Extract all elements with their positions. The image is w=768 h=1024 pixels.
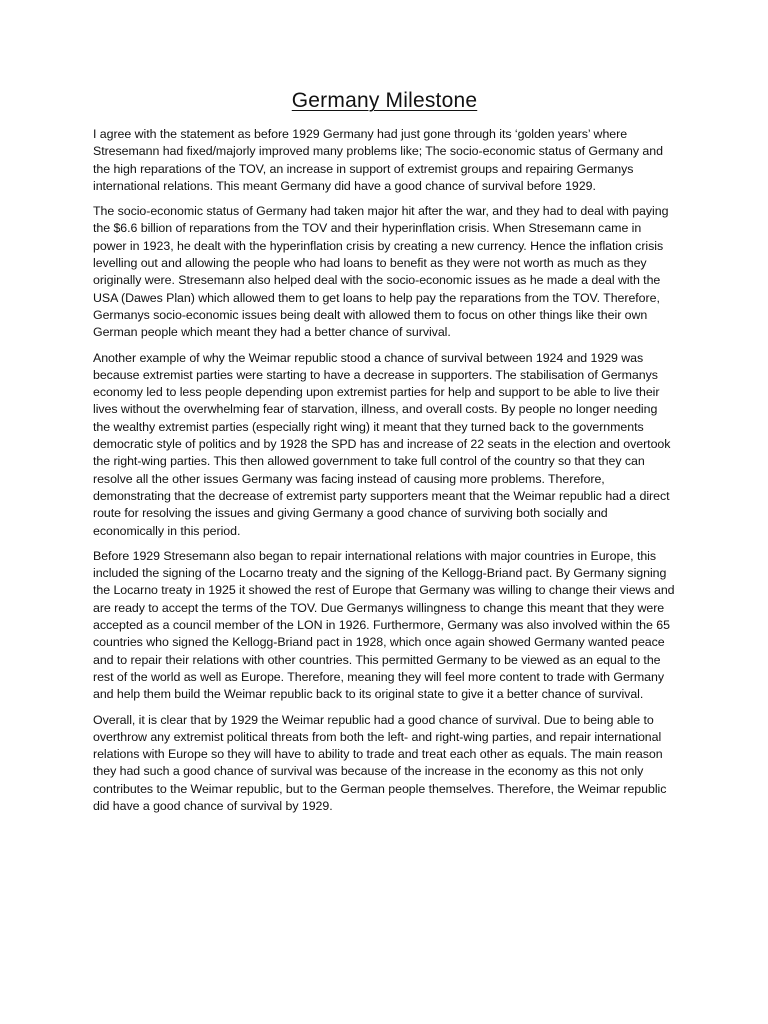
paragraph-socio-economic: The socio-economic status of Germany had taken major hit after the war, and they had to deal with paying the $6.6 billion of reparations from the TOV and their hyperinflation crisis. When Stresemann came in power in 1923, he dealt with the hyperinflation crisis by creating a new currency. Hence the inflation crisis levelling out and allowing the people who had loans to benefit as they were not worth as much as they originally were. Stresemann also helped deal with the socio-economic issues as he made a deal with the USA (Dawes Plan) which allowed them to get loans to help pay the reparations from the TOV. Therefore, Germanys socio-economic issues being dealt with allowed them to focus on other things like their own German people which meant they had a better chance of survival.	[93, 204, 669, 340]
paragraph-international-relations: Before 1929 Stresemann also began to repair international relations with major countries in Europe, this included the signing of the Locarno treaty and the signing of the Kellogg-Briand pact. By Germany signing the Locarno treaty in 1925 it showed the rest of Europe that Germany was willing to change their views and are ready to accept the terms of the TOV. Due Germanys willingness to change this meant that they were accepted as a council member of the LON in 1926. Furthermore, Germany was also involved within the 65 countries who signed the Kellogg-Briand pact in 1928, which once again showed Germany wanted peace and to repair their relations with other countries. This permitted Germany to be viewed as an equal to the rest of the world as well as Europe. Therefore, meaning they will feel more content to trade with Germany and help them build the Weimar republic back to its original state to give it a better chance of survival.	[93, 548, 675, 702]
paragraph-extremist-parties: Another example of why the Weimar republic stood a chance of survival between 1924 and 1929 was because extremist parties were starting to have a decrease in supporters. The stabilisation of Germanys economy led to less people depending upon extremist parties for help and support to be able to live their lives without the overwhelming fear of starvation, illness, and overall costs. By people no longer needing the wealthy extremist parties (especially right wing) it meant that they turned back to the governments democratic style of politics and by 1928 the SPD has and increase of 22 seats in the election and overtook the right-wing parties. This then allowed government to take full control of the country so that they can resolve all the other issues Germany was facing instead of causing more problems. Therefore, demonstrating that the decrease of extremist party supporters meant that the Weimar republic had a direct route for resolving the issues and giving Germany a good chance of surviving both socially and economically in this period.	[93, 350, 671, 538]
paragraph-conclusion: Overall, it is clear that by 1929 the Weimar republic had a good chance of survival. Due to being able to overthrow any extremist political threats from both the left- and right-wing parties, and repair international relations with Europe so they will have to ability to trade and treat each other as equals. The main reason they had such a good chance of survival was because of the increase in the economy as this not only contributes to the Weimar republic, but to the German people themselves. Therefore, the Weimar republic did have a good chance of survival by 1929.	[93, 712, 667, 813]
paragraph-intro: I agree with the statement as before 1929 Germany had just gone through its ‘golden years’ where Stresemann had fixed/majorly improved many problems like; The socio-economic status of Germany and the high reparations of the TOV, an increase in support of extremist groups and repairing Germanys international relations. This meant Germany did have a good chance of survival before 1929.	[93, 127, 663, 193]
document-title: Germany Milestone	[291, 89, 478, 112]
